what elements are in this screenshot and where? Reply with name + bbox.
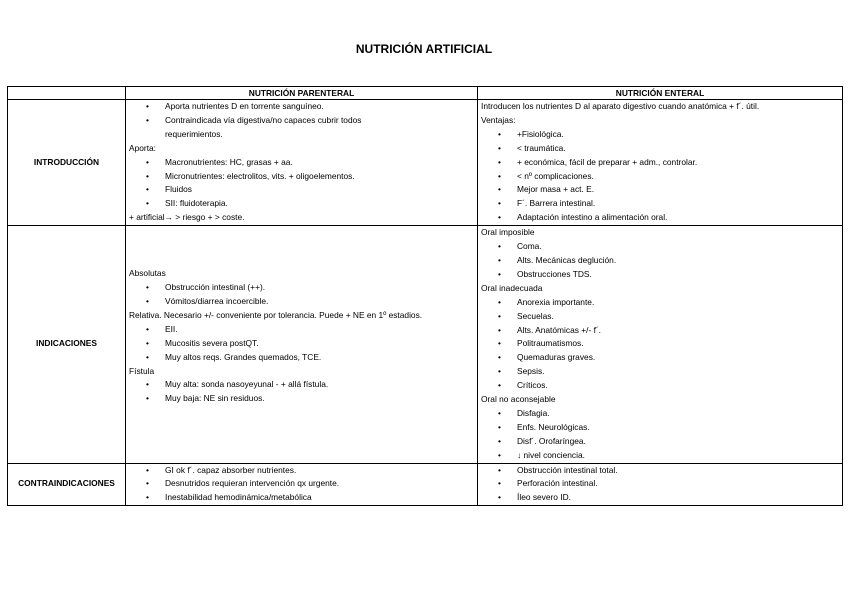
- list-introduccion-parenteral-a: [129, 100, 474, 142]
- cell-introduccion-enteral: [478, 100, 843, 226]
- relativa-text: Relativa. Necesario +/- conveniente por tolerancia. Puede + NE en 1º estadios.: [129, 309, 423, 320]
- list-item: • Macronutrientes: HC, grasas + aa.: [129, 156, 474, 170]
- list-item: • Disfagia.: [481, 407, 839, 421]
- list-item: • F´. Barrera intestinal.: [481, 197, 839, 211]
- list-item: • Secuelas.: [481, 310, 839, 324]
- list-item: • Perforación intestinal.: [481, 477, 839, 491]
- list-item: • Vómitos/diarrea incoercible.: [129, 295, 474, 309]
- list-item: • Críticos.: [481, 379, 839, 393]
- list-absolutas: [129, 281, 474, 309]
- list-item: • Mejor masa + act. E.: [481, 183, 839, 197]
- list-item: • Muy alta: sonda nasoyeyunal - + allá fístula.: [129, 378, 474, 392]
- list-ventajas: [481, 128, 839, 225]
- list-item: • Quemaduras graves.: [481, 351, 839, 365]
- list-item: • GI ok f´. capaz absorber nutrientes.: [129, 464, 474, 478]
- list-item: • Muy baja: NE sin residuos.: [129, 392, 474, 406]
- list-introduccion-parenteral-b: [129, 156, 474, 212]
- list-item: • Alts. Mecánicas deglución.: [481, 254, 839, 268]
- list-oral-inadecuada: [481, 296, 839, 393]
- ventajas-label: Ventajas:: [481, 114, 516, 125]
- cell-indicaciones-enteral: [478, 226, 843, 463]
- introduccion-enteral-intro: Introducen los nutrientes D al aparato digestivo cuando anatómica + f´. útil.: [481, 101, 760, 111]
- oral-inadecuada-label: Oral inadecuada: [481, 282, 543, 293]
- aporta-label: Aporta:: [129, 142, 157, 153]
- list-item: • Disf´. Orofaríngea.: [481, 435, 839, 449]
- list-item: • < traumática.: [481, 142, 839, 156]
- header-row: [8, 87, 843, 100]
- list-item: • Aporta nutrientes D en torrente sanguíneo.: [129, 100, 474, 114]
- list-item: • Enfs. Neurológicas.: [481, 421, 839, 435]
- list-item: • + económica, fácil de preparar + adm., controlar.: [481, 156, 839, 170]
- row-label-contraindicaciones: CONTRAINDICACIONES: [8, 463, 126, 506]
- row-contraindicaciones: [8, 463, 843, 506]
- list-relativa: [129, 323, 474, 365]
- list-contraindicaciones-parenteral: [129, 464, 474, 506]
- list-item: • Micronutrientes: electrolitos, vits. + oligoelementos.: [129, 170, 474, 184]
- list-item: • Anorexia importante.: [481, 296, 839, 310]
- list-item: • Fluidos: [129, 183, 474, 197]
- list-item: • SII: fluidoterapia.: [129, 197, 474, 211]
- row-indicaciones: [8, 226, 843, 463]
- list-item: • Obstrucción intestinal (++).: [129, 281, 474, 295]
- page-title: NUTRICIÓN ARTIFICIAL: [355, 42, 493, 56]
- list-item: • Adaptación intestino a alimentación oral.: [481, 211, 839, 225]
- list-item: • < nº complicaciones.: [481, 170, 839, 184]
- list-item: • Muy altos reqs. Grandes quemados, TCE.: [129, 351, 474, 365]
- list-item: • Sepsis.: [481, 365, 839, 379]
- list-item: • Contraindicada vía digestiva/no capaces cubrir todos requerimientos.: [129, 114, 474, 142]
- header-empty-cell: [8, 87, 126, 100]
- list-item: • Íleo severo ID.: [481, 491, 839, 505]
- cell-contraindicaciones-enteral: [478, 463, 843, 506]
- list-item: • Mucositis severa postQT.: [129, 337, 474, 351]
- oral-imposible-label: Oral imposible: [481, 227, 535, 238]
- row-label-indicaciones: INDICACIONES: [8, 226, 126, 463]
- list-item: • Inestabilidad hemodinámica/metabólica: [129, 491, 474, 505]
- cell-introduccion-parenteral: [126, 100, 478, 226]
- fistula-label: Fístula: [129, 365, 155, 376]
- header-parenteral: NUTRICIÓN PARENTERAL: [126, 87, 478, 100]
- list-contraindicaciones-enteral: [481, 464, 839, 506]
- nutrition-table: [7, 86, 843, 506]
- list-item: • EII.: [129, 323, 474, 337]
- list-item: • Obstrucción intestinal total.: [481, 464, 839, 478]
- list-item: • Alts. Anatómicas +/- f´.: [481, 324, 839, 338]
- list-oral-no-aconsejable: [481, 407, 839, 463]
- cell-contraindicaciones-parenteral: [126, 463, 478, 506]
- list-fistula: [129, 378, 474, 406]
- row-introduccion: [8, 100, 843, 226]
- absolutas-label: Absolutas: [129, 268, 166, 279]
- header-enteral: NUTRICIÓN ENTERAL: [478, 87, 843, 100]
- oral-no-aconsejable-label: Oral no aconsejable: [481, 394, 556, 405]
- list-item: • ↓ nivel conciencia.: [481, 449, 839, 463]
- list-item: • Desnutridos requieran intervención qx urgente.: [129, 477, 474, 491]
- cell-indicaciones-parenteral: [126, 226, 478, 463]
- list-item: • +Fisiológica.: [481, 128, 839, 142]
- list-item: • Obstrucciones TDS.: [481, 268, 839, 282]
- list-item: • Coma.: [481, 240, 839, 254]
- row-label-introduccion: INTRODUCCIÓN: [8, 100, 126, 226]
- list-oral-imposible: [481, 240, 839, 282]
- list-item: • Politraumatismos.: [481, 337, 839, 351]
- introduccion-parenteral-footer: + artificial→ > riesgo + > coste.: [129, 212, 245, 223]
